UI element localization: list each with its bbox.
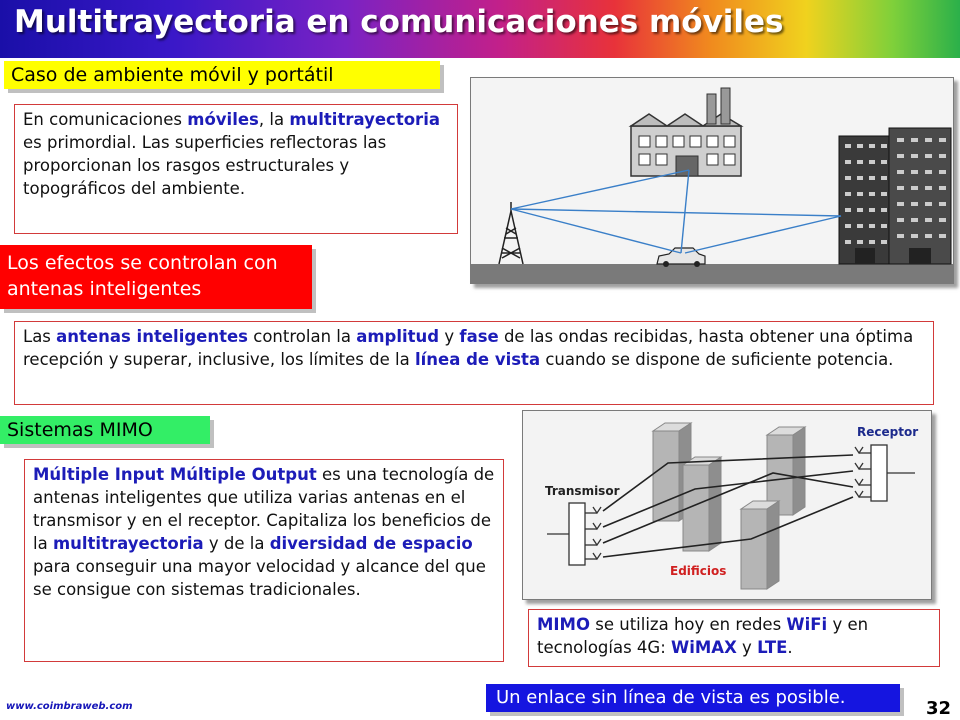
skyscrapers-icon: [839, 128, 951, 264]
mimo-signal-paths: [603, 455, 853, 557]
section-label-mobile-environment: Caso de ambiente móvil y portátil: [4, 61, 440, 89]
multipath-illustration: [470, 77, 954, 284]
transmitter-label: Transmisor: [545, 484, 620, 498]
mimo-diagram: [522, 410, 932, 600]
smart-antennas-text: Las antenas inteligentes controlan la amplitud y fase de las ondas recibidas, hasta obtener una óptima recepción y superar, inclusive, los límites de la línea de vista cuando se dispone de suficiente potencia.: [14, 321, 934, 405]
mimo-text: Múltiple Input Múltiple Output es una tecnología de antenas inteligentes que utiliza varias antenas en el transmisor y en el receptor. Capitaliza los beneficios de la multitrayectoria y de la diversidad de espacio para conseguir una mayor velocidad y alcance del que se consigue con sistemas tradicionales.: [24, 459, 504, 662]
slide-title: Multitrayectoria en comunicaciones móviles: [14, 4, 784, 40]
page-number: 32: [926, 698, 952, 719]
signal-rays: [511, 170, 841, 253]
mimo-diagram-svg: [523, 411, 931, 599]
transmitter-antennas-icon: [547, 503, 601, 565]
section-label-mimo: Sistemas MIMO: [0, 416, 210, 444]
section-label-smart-antennas: Los efectos se controlan con antenas inteligentes: [0, 245, 312, 309]
ground: [471, 264, 953, 283]
multipath-scene: [471, 78, 953, 283]
footer-url: www.coimbraweb.com: [6, 701, 133, 712]
receiver-label: Receptor: [857, 425, 919, 439]
buildings-label: Edificios: [670, 564, 727, 578]
mobile-environment-text: En comunicaciones móviles, la multitrayectoria es primordial. Las superficies reflectoras las proporcionan los rasgos estructurales y topográficos del ambiente.: [14, 104, 458, 234]
receiver-antennas-icon: [855, 445, 915, 501]
title-bar: [0, 0, 960, 58]
callout-nlos-link: Un enlace sin línea de vista es posible.: [486, 684, 900, 712]
factory-building-icon: [631, 88, 741, 176]
mimo-usage-note: MIMO se utiliza hoy en redes WiFi y en tecnologías 4G: WiMAX y LTE.: [528, 609, 940, 667]
